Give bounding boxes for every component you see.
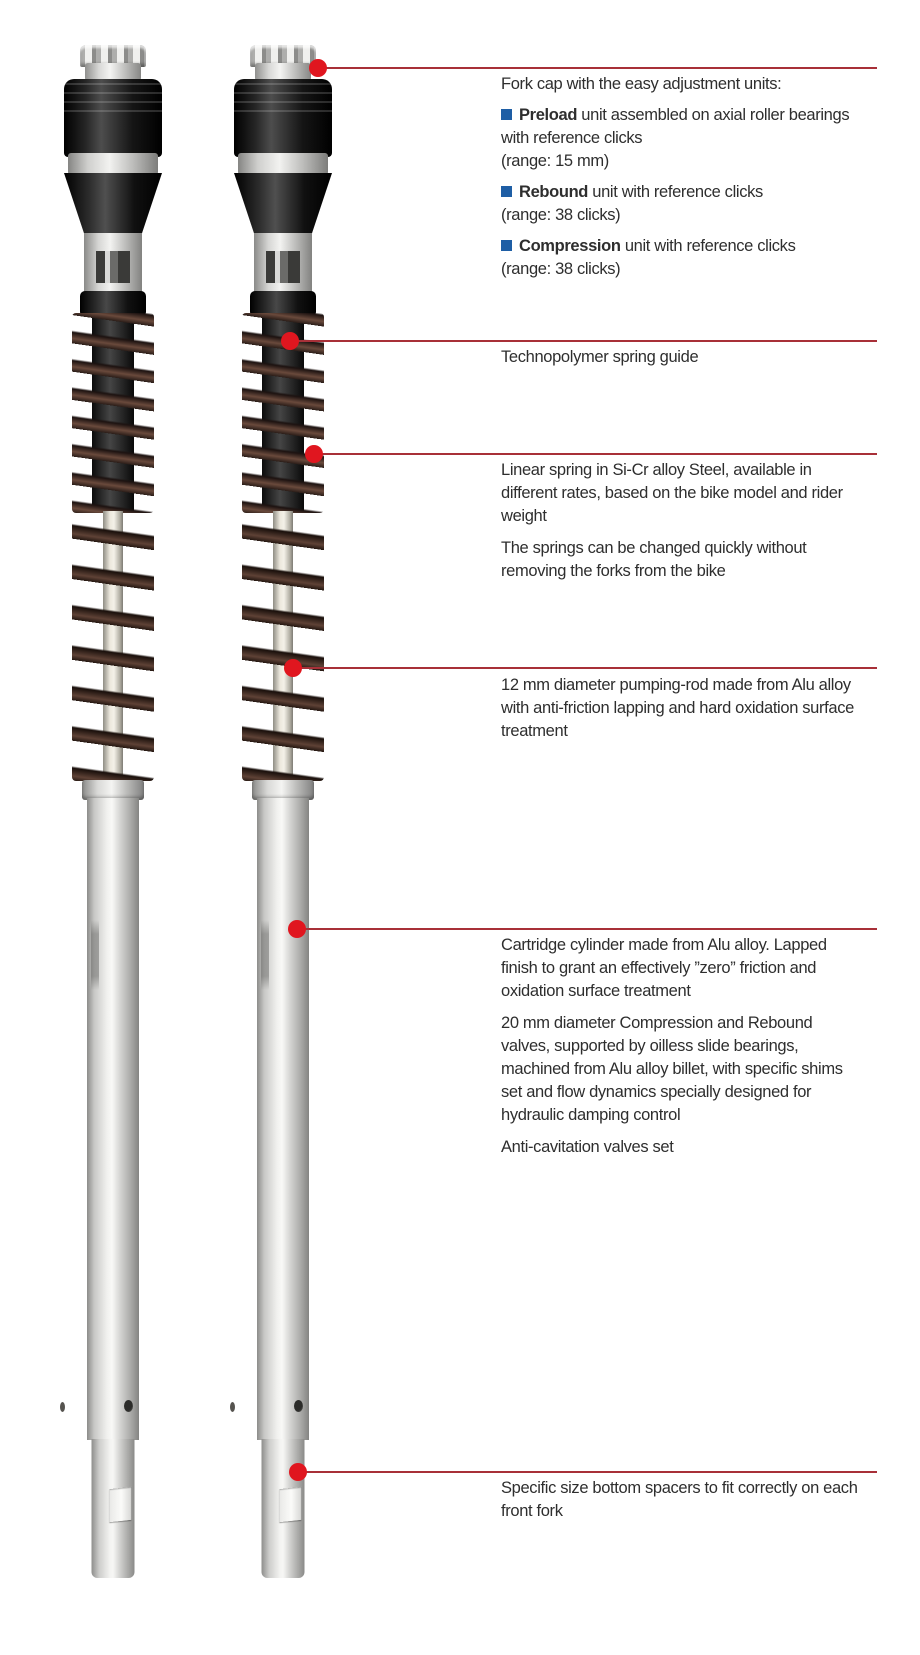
spring-lower-section-with-pumping-rod	[72, 511, 154, 781]
cap-cone	[234, 173, 332, 235]
callout-paragraph: Cartridge cylinder made from Alu alloy. Lapped finish to grant an effectively ”zero” friction and oxidation surface treatment	[501, 936, 831, 1000]
callout-paragraph: 12 mm diameter pumping-rod made from Alu alloy with anti-friction lapping and hard oxidation surface treatment	[501, 676, 859, 740]
cylinder-hole	[124, 1400, 133, 1412]
callout-paragraph: Technopolymer spring guide	[501, 348, 699, 366]
bullet-square-icon	[501, 240, 512, 251]
callout-text-fork-cap	[501, 73, 863, 281]
callout-line-fork-cap	[318, 67, 877, 69]
callout-text-pumping-rod	[501, 674, 863, 743]
cap-silver-band	[238, 153, 328, 175]
bullet-item-rebound	[501, 181, 863, 204]
cylinder-hole	[294, 1400, 303, 1412]
bullet-item-preload	[501, 104, 863, 150]
callout-text-linear-spring	[501, 459, 863, 583]
cap-silver-band	[68, 153, 158, 175]
callout-line-cartridge-cylinder	[297, 928, 877, 930]
callout-dot-pumping-rod	[284, 659, 302, 677]
bullet-range: (range: 38 clicks)	[501, 206, 621, 224]
callout-line-bottom-spacers	[298, 1471, 877, 1473]
bullet-range: (range: 38 clicks)	[501, 260, 621, 278]
spacer-notch	[110, 1487, 132, 1522]
cylinder-brand-marking	[91, 920, 99, 990]
cylinder-hole-left	[60, 1402, 65, 1412]
cap-cone	[64, 173, 162, 235]
callout-dot-linear-spring	[305, 445, 323, 463]
spacer-notch	[280, 1487, 302, 1522]
cartridge-cylinder	[257, 798, 309, 1440]
callout-paragraph: Anti-cavitation valves set	[501, 1138, 674, 1156]
callout-paragraph: The springs can be changed quickly without removing the forks from the bike	[501, 539, 811, 580]
spring-base-collar	[82, 780, 144, 800]
bullet-text: unit with reference clicks	[588, 183, 763, 201]
callout-title: Fork cap with the easy adjustment units:	[501, 75, 782, 93]
spring-lower-section-with-pumping-rod	[242, 511, 324, 781]
callout-text-spring-guide	[501, 346, 863, 369]
preload-adjuster-tower	[64, 79, 162, 157]
callout-dot-cartridge-cylinder	[288, 920, 306, 938]
cartridge-head-window	[266, 251, 300, 283]
cylinder-hole-left	[230, 1402, 235, 1412]
fork-cartridge-right	[228, 45, 338, 1578]
callout-paragraph: Specific size bottom spacers to fit correctly on each front fork	[501, 1479, 862, 1520]
fork-cartridge-left	[58, 45, 168, 1578]
cylinder-brand-marking	[261, 920, 269, 990]
callout-line-spring-guide	[290, 340, 877, 342]
callout-dot-bottom-spacers	[289, 1463, 307, 1481]
bullet-term: Compression	[519, 237, 621, 255]
bullet-range: (range: 15 mm)	[501, 152, 609, 170]
bullet-term: Rebound	[519, 183, 589, 201]
callout-paragraph: Linear spring in Si-Cr alloy Steel, available in different rates, based on the bike model and rider weight	[501, 461, 847, 525]
callout-text-cartridge-cylinder	[501, 934, 863, 1159]
callout-text-bottom-spacers	[501, 1477, 863, 1523]
callout-line-linear-spring	[314, 453, 877, 455]
callout-line-pumping-rod	[293, 667, 877, 669]
bullet-text: unit with reference clicks	[620, 237, 796, 255]
callout-dot-fork-cap	[309, 59, 327, 77]
cartridge-head-window	[96, 251, 130, 283]
preload-adjuster-tower	[234, 79, 332, 157]
bullet-item-compression	[501, 235, 863, 258]
cartridge-cylinder	[87, 798, 139, 1440]
bullet-text: unit assembled on axial roller bearings with reference clicks	[501, 106, 854, 147]
callout-dot-spring-guide	[281, 332, 299, 350]
spring-base-collar	[252, 780, 314, 800]
callout-paragraph: 20 mm diameter Compression and Rebound valves, supported by oilless slide bearings, machined from Alu alloy billet, with specific shims set and flow dynamics specially designed for hydraulic damping control	[501, 1014, 847, 1124]
bullet-term: Preload	[519, 106, 578, 124]
bullet-square-icon	[501, 186, 512, 197]
spring-upper-section	[72, 313, 154, 513]
bullet-square-icon	[501, 109, 512, 120]
